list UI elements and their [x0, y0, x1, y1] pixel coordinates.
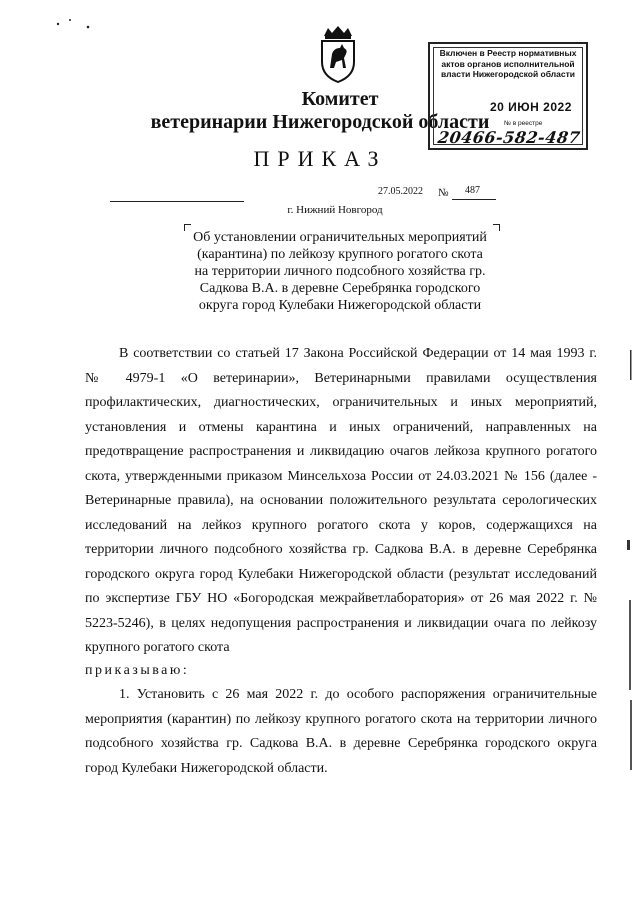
- document-date: 27.05.2022: [378, 186, 423, 197]
- document-type-title: ПРИКАЗ: [253, 146, 387, 171]
- stamp-text: Включен в Реестр нормативных актов органов исполнительной власти Нижегородской области: [439, 48, 577, 79]
- registry-stamp: [428, 42, 588, 150]
- stamp-registry-label: № в реестре: [504, 120, 543, 127]
- coat-of-arms-emblem: [316, 24, 360, 84]
- stamp-handwritten-number: 20466-582-487: [436, 128, 582, 147]
- stamp-date: 20 ИЮН 2022: [490, 100, 572, 114]
- org-name-line2: ветеринарии Нижегородской области: [150, 111, 490, 133]
- document-subject: Об установлении ограничительных мероприятий (карантина) по лейкозу крупного рогатого скота на территории личного подсобного хозяйства гр. Садкова В.А. в деревне Серебрянка городского округа город Кулебаки Нижегородской области: [193, 230, 487, 313]
- number-label: №: [438, 187, 449, 199]
- subject-bracket-right: [493, 224, 500, 231]
- order-item-1: 1. Установить с 26 мая 2022 г. до особого распоряжения ограничительные мероприятия (карантин) по лейкозу крупного рогатого скота на территории личного подсобного хозяйства гр. Садкова В.А. в деревне Серебрянка городского округа город Кулебаки Нижегородской области.: [85, 687, 597, 776]
- date-underline: [110, 201, 244, 202]
- document-city: г. Нижний Новгород: [287, 204, 383, 216]
- number-underline: [452, 199, 496, 200]
- order-word: приказываю:: [85, 663, 190, 678]
- document-number: 487: [465, 185, 480, 196]
- org-name-line1: Комитет: [301, 88, 379, 110]
- preamble-paragraph: В соответствии со статьей 17 Закона Российской Федерации от 14 мая 1993 г. № 4979-1 «О ветеринарии», Ветеринарными правилами осуществления профилактических, диагностических, ограничительных и иных мероприятий, установления и отмены карантина и иных ограничений, направленных на предотвращение распространения и ликвидацию очагов лейкоза крупного рогатого скота, утвержденными приказом Минсельхоза России от 24.03.2021 № 156 (далее - Ветеринарные правила), на основании положительного результата серологических исследований на лейкоз крупного рогатого скота у коров, содержащихся на территории личного подсобного хозяйства гр. Садкова В.А. в деревне Серебрянка городского округа город Кулебаки Нижегородской области (результат исследований по экспертизе ГБУ НО «Богородская межрайветлаборатория» от 26 мая 2022 г. № 5223-5246), в целях недопущения распространения и ликвидации очага по лейкозу крупного рогатого скота: [85, 346, 597, 655]
